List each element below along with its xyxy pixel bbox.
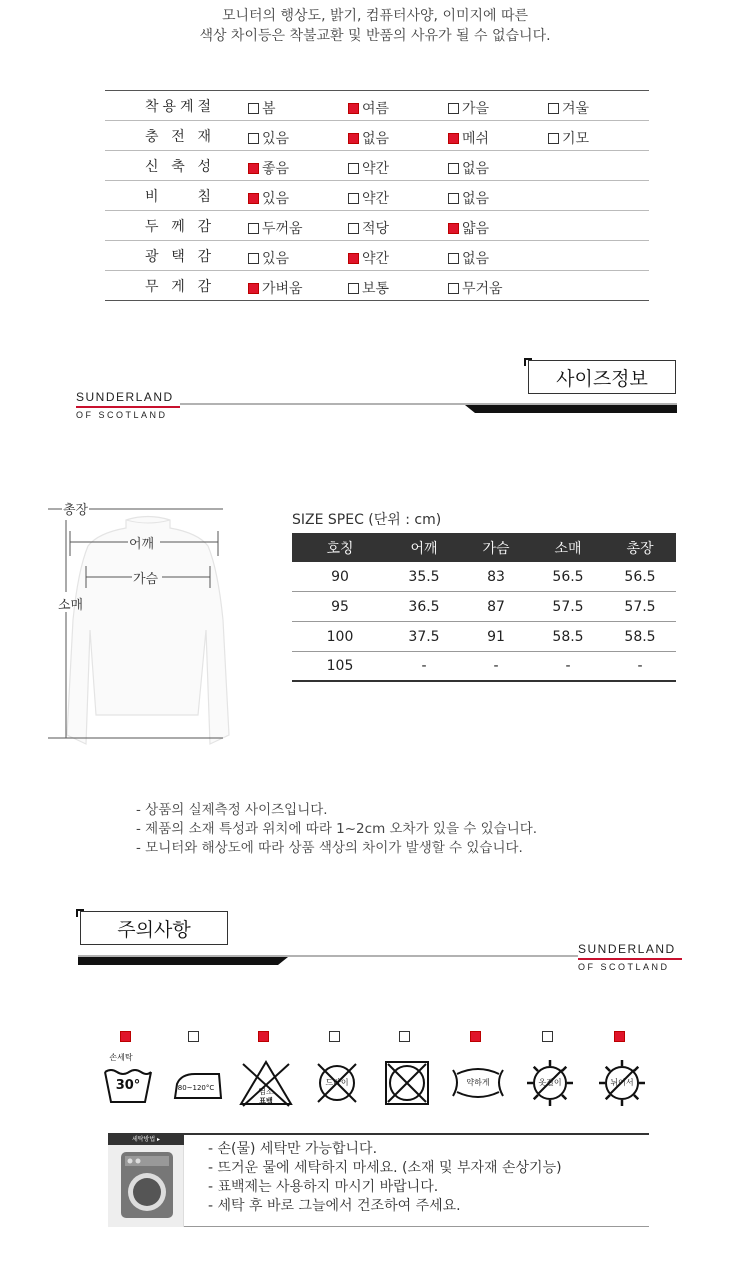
size-cell: 95 bbox=[331, 598, 349, 615]
washing-machine-icon bbox=[120, 1151, 174, 1219]
unchecked-box bbox=[448, 163, 459, 174]
size-notes bbox=[136, 801, 537, 858]
property-option bbox=[248, 188, 289, 208]
property-option bbox=[448, 158, 489, 178]
property-label-char: 택 bbox=[171, 248, 185, 265]
property-label-char: 축 bbox=[171, 158, 185, 175]
care-icon-label: 80~120°C bbox=[177, 1084, 215, 1092]
diagram-label-sleeve: 소매 bbox=[58, 598, 84, 613]
checked-box bbox=[258, 1031, 269, 1042]
care-title: 주의사항 bbox=[80, 911, 228, 945]
unchecked-box bbox=[348, 163, 359, 174]
property-label bbox=[105, 156, 245, 176]
size-cell: 83 bbox=[487, 568, 505, 585]
care-icon-sublabel: 30° bbox=[115, 1078, 141, 1093]
size-cell: - bbox=[637, 658, 643, 674]
checked-box bbox=[348, 133, 359, 144]
table-row bbox=[292, 562, 676, 592]
property-option bbox=[448, 98, 489, 118]
size-note: - 모니터와 해상도에 따라 상품 색상의 차이가 발생할 수 있습니다. bbox=[136, 840, 523, 856]
size-info-title: 사이즈정보 bbox=[528, 360, 676, 394]
notice-line-1: 모니터의 행상도, 밝기, 컴퓨터사양, 이미지에 따른 bbox=[221, 8, 529, 24]
property-option-label: 얇음 bbox=[462, 221, 490, 237]
property-row bbox=[105, 271, 649, 301]
size-spec-title: SIZE SPEC (단위 : cm) bbox=[292, 512, 442, 528]
unchecked-box bbox=[548, 103, 559, 114]
size-header-cell: 가슴 bbox=[482, 540, 510, 557]
property-option bbox=[548, 98, 589, 118]
property-option-label: 없음 bbox=[462, 191, 490, 207]
size-header-cell: 총장 bbox=[626, 540, 654, 557]
property-option bbox=[248, 158, 289, 178]
property-label-char: 착 bbox=[145, 98, 159, 115]
care-icon-sublabel: 표백 bbox=[259, 1097, 273, 1105]
property-option-label: 좋음 bbox=[262, 161, 290, 177]
size-cell: 56.5 bbox=[624, 568, 656, 585]
care-icon-label: 드라이 bbox=[325, 1078, 349, 1087]
checked-box bbox=[248, 193, 259, 204]
size-cell: - bbox=[421, 658, 427, 674]
property-label bbox=[105, 216, 245, 236]
property-option bbox=[248, 128, 289, 148]
unchecked-box bbox=[329, 1031, 340, 1042]
property-option bbox=[248, 278, 303, 298]
property-option bbox=[448, 128, 489, 148]
property-label-char: 용 bbox=[162, 98, 177, 115]
unchecked-box bbox=[348, 283, 359, 294]
care-icon-label: 손세탁 bbox=[109, 1053, 133, 1062]
size-note: - 제품의 소재 특성과 위치에 따라 1~2cm 오차가 있을 수 있습니다. bbox=[136, 821, 538, 837]
header-divider bbox=[180, 402, 677, 413]
checked-box bbox=[120, 1031, 131, 1042]
property-label-char: 신 bbox=[145, 158, 159, 175]
property-option-label: 가을 bbox=[462, 101, 490, 117]
property-label-char: 무 bbox=[145, 278, 159, 295]
diagram-label-shoulder: 어깨 bbox=[129, 537, 155, 552]
property-option bbox=[248, 98, 276, 118]
property-option bbox=[448, 278, 503, 298]
property-label-char: 성 bbox=[197, 158, 211, 175]
unchecked-box bbox=[448, 253, 459, 264]
property-label-char: 감 bbox=[197, 248, 211, 265]
size-cell: 57.5 bbox=[552, 598, 584, 615]
table-row bbox=[292, 652, 676, 682]
checked-box bbox=[448, 133, 459, 144]
property-label-char: 전 bbox=[171, 128, 185, 145]
property-option-label: 무거움 bbox=[462, 281, 503, 297]
checked-box bbox=[448, 223, 459, 234]
unchecked-box bbox=[448, 283, 459, 294]
checked-box bbox=[470, 1031, 481, 1042]
care-icon-label: 옷걸이 bbox=[538, 1078, 562, 1087]
property-label-char: 비 bbox=[145, 188, 159, 205]
notice-line-2: 색상 차이등은 착불교환 및 반품의 사유가 될 수 없습니다. bbox=[199, 28, 551, 44]
property-label-char: 충 bbox=[145, 128, 159, 145]
property-option bbox=[348, 188, 389, 208]
property-option bbox=[348, 98, 389, 118]
property-option bbox=[248, 248, 289, 268]
property-label-char: 광 bbox=[145, 248, 159, 265]
property-option-label: 겨울 bbox=[562, 101, 590, 117]
property-option-label: 봄 bbox=[262, 101, 276, 117]
property-option bbox=[248, 218, 303, 238]
property-option bbox=[348, 128, 389, 148]
property-row bbox=[105, 151, 649, 181]
size-cell: 105 bbox=[326, 658, 354, 674]
property-label-char: 감 bbox=[197, 278, 211, 295]
wash-method-tag: 세탁방법 ▸ bbox=[108, 1135, 184, 1145]
size-header-cell: 호칭 bbox=[326, 540, 354, 557]
property-option-label: 없음 bbox=[462, 161, 490, 177]
checked-box bbox=[248, 163, 259, 174]
size-cell: 57.5 bbox=[624, 598, 656, 615]
size-cell: 56.5 bbox=[552, 568, 584, 585]
property-label-char: 침 bbox=[197, 188, 211, 205]
checked-box bbox=[348, 253, 359, 264]
property-option-label: 약간 bbox=[362, 251, 390, 267]
size-cell: 100 bbox=[326, 628, 354, 645]
property-label bbox=[105, 276, 245, 296]
property-row bbox=[105, 121, 649, 151]
table-row bbox=[292, 622, 676, 652]
unchecked-box bbox=[248, 103, 259, 114]
property-option bbox=[348, 158, 389, 178]
property-option-label: 약간 bbox=[362, 161, 390, 177]
unchecked-box bbox=[348, 223, 359, 234]
diagram-label-chest: 가슴 bbox=[133, 572, 159, 587]
size-cell: 90 bbox=[331, 568, 349, 585]
property-option-label: 가벼움 bbox=[262, 281, 303, 297]
unchecked-box bbox=[248, 253, 259, 264]
property-label-char: 께 bbox=[171, 218, 185, 235]
size-cell: 36.5 bbox=[408, 598, 440, 615]
size-cell: 91 bbox=[487, 628, 505, 645]
no-tumble-dry-icon bbox=[378, 1058, 436, 1108]
brand-logo: SUNDERLAND OF SCOTLAND bbox=[76, 390, 180, 420]
property-option-label: 적당 bbox=[362, 221, 390, 237]
diagram-label-total: 총장 bbox=[62, 499, 89, 518]
size-cell: 35.5 bbox=[408, 568, 440, 585]
property-option-label: 메쉬 bbox=[462, 131, 490, 147]
unchecked-box bbox=[188, 1031, 199, 1042]
property-label-char: 게 bbox=[171, 278, 185, 295]
property-option bbox=[448, 188, 489, 208]
size-cell: 87 bbox=[487, 598, 505, 615]
care-instruction: - 뜨거운 물에 세탁하지 마세요. (소재 및 부자재 손상기능) bbox=[208, 1160, 562, 1176]
property-option-label: 보통 bbox=[362, 281, 390, 297]
property-option-label: 있음 bbox=[262, 191, 290, 207]
property-option-label: 여름 bbox=[362, 101, 390, 117]
unchecked-box bbox=[548, 133, 559, 144]
washer-panel bbox=[108, 1135, 184, 1227]
property-row bbox=[105, 211, 649, 241]
size-header-cell: 소매 bbox=[554, 540, 582, 557]
table-row bbox=[292, 592, 676, 622]
property-option bbox=[448, 218, 489, 238]
size-header-cell: 어깨 bbox=[410, 540, 438, 557]
care-instruction: - 세탁 후 바로 그늘에서 건조하여 주세요. bbox=[208, 1198, 461, 1214]
unchecked-box bbox=[348, 193, 359, 204]
unchecked-box bbox=[248, 133, 259, 144]
property-option bbox=[348, 278, 389, 298]
property-row bbox=[105, 91, 649, 121]
care-icon-label: 염소 bbox=[258, 1087, 274, 1096]
fabric-property-table bbox=[105, 90, 649, 301]
property-option-label: 두꺼움 bbox=[262, 221, 303, 237]
checked-box bbox=[614, 1031, 625, 1042]
property-option-label: 없음 bbox=[362, 131, 390, 147]
property-label-char: 두 bbox=[145, 218, 159, 235]
size-cell: 58.5 bbox=[552, 628, 584, 645]
property-label-char: 감 bbox=[197, 218, 211, 235]
size-note: - 상품의 실제측정 사이즈입니다. bbox=[136, 802, 328, 818]
property-label-char: 재 bbox=[197, 128, 211, 145]
size-cell: - bbox=[493, 658, 499, 674]
care-instruction: - 손(물) 세탁만 가능합니다. bbox=[208, 1141, 378, 1157]
property-label bbox=[105, 246, 245, 266]
property-label-char: 계 bbox=[179, 98, 194, 115]
care-instruction-list bbox=[208, 1140, 562, 1216]
property-option-label: 없음 bbox=[462, 251, 490, 267]
property-option-label: 있음 bbox=[262, 251, 290, 267]
property-label bbox=[105, 96, 245, 116]
unchecked-box bbox=[248, 223, 259, 234]
property-option-label: 있음 bbox=[262, 131, 290, 147]
care-icon-label: 약하게 bbox=[466, 1078, 490, 1087]
unchecked-box bbox=[542, 1031, 553, 1042]
iron-icon bbox=[167, 1058, 225, 1108]
property-label bbox=[105, 126, 245, 146]
care-brand-logo: SUNDERLAND OF SCOTLAND bbox=[578, 942, 682, 972]
checked-box bbox=[248, 283, 259, 294]
size-cell: 58.5 bbox=[624, 628, 656, 645]
size-spec-table bbox=[292, 533, 676, 682]
property-option bbox=[548, 128, 589, 148]
property-label bbox=[105, 186, 245, 206]
property-row bbox=[105, 241, 649, 271]
size-cell: 37.5 bbox=[408, 628, 440, 645]
size-cell: - bbox=[565, 658, 571, 674]
property-label-char: 절 bbox=[197, 98, 211, 115]
unchecked-box bbox=[448, 193, 459, 204]
property-row bbox=[105, 181, 649, 211]
unchecked-box bbox=[448, 103, 459, 114]
size-table-header bbox=[292, 533, 676, 562]
property-option bbox=[448, 248, 489, 268]
checked-box bbox=[348, 103, 359, 114]
property-option-label: 약간 bbox=[362, 191, 390, 207]
property-option bbox=[348, 248, 389, 268]
care-header-divider bbox=[78, 954, 578, 965]
property-option-label: 기모 bbox=[562, 131, 590, 147]
property-option bbox=[348, 218, 389, 238]
care-instruction: - 표백제는 사용하지 마시기 바랍니다. bbox=[208, 1179, 439, 1195]
care-icon-label: 뉘어서 bbox=[610, 1078, 634, 1087]
unchecked-box bbox=[399, 1031, 410, 1042]
